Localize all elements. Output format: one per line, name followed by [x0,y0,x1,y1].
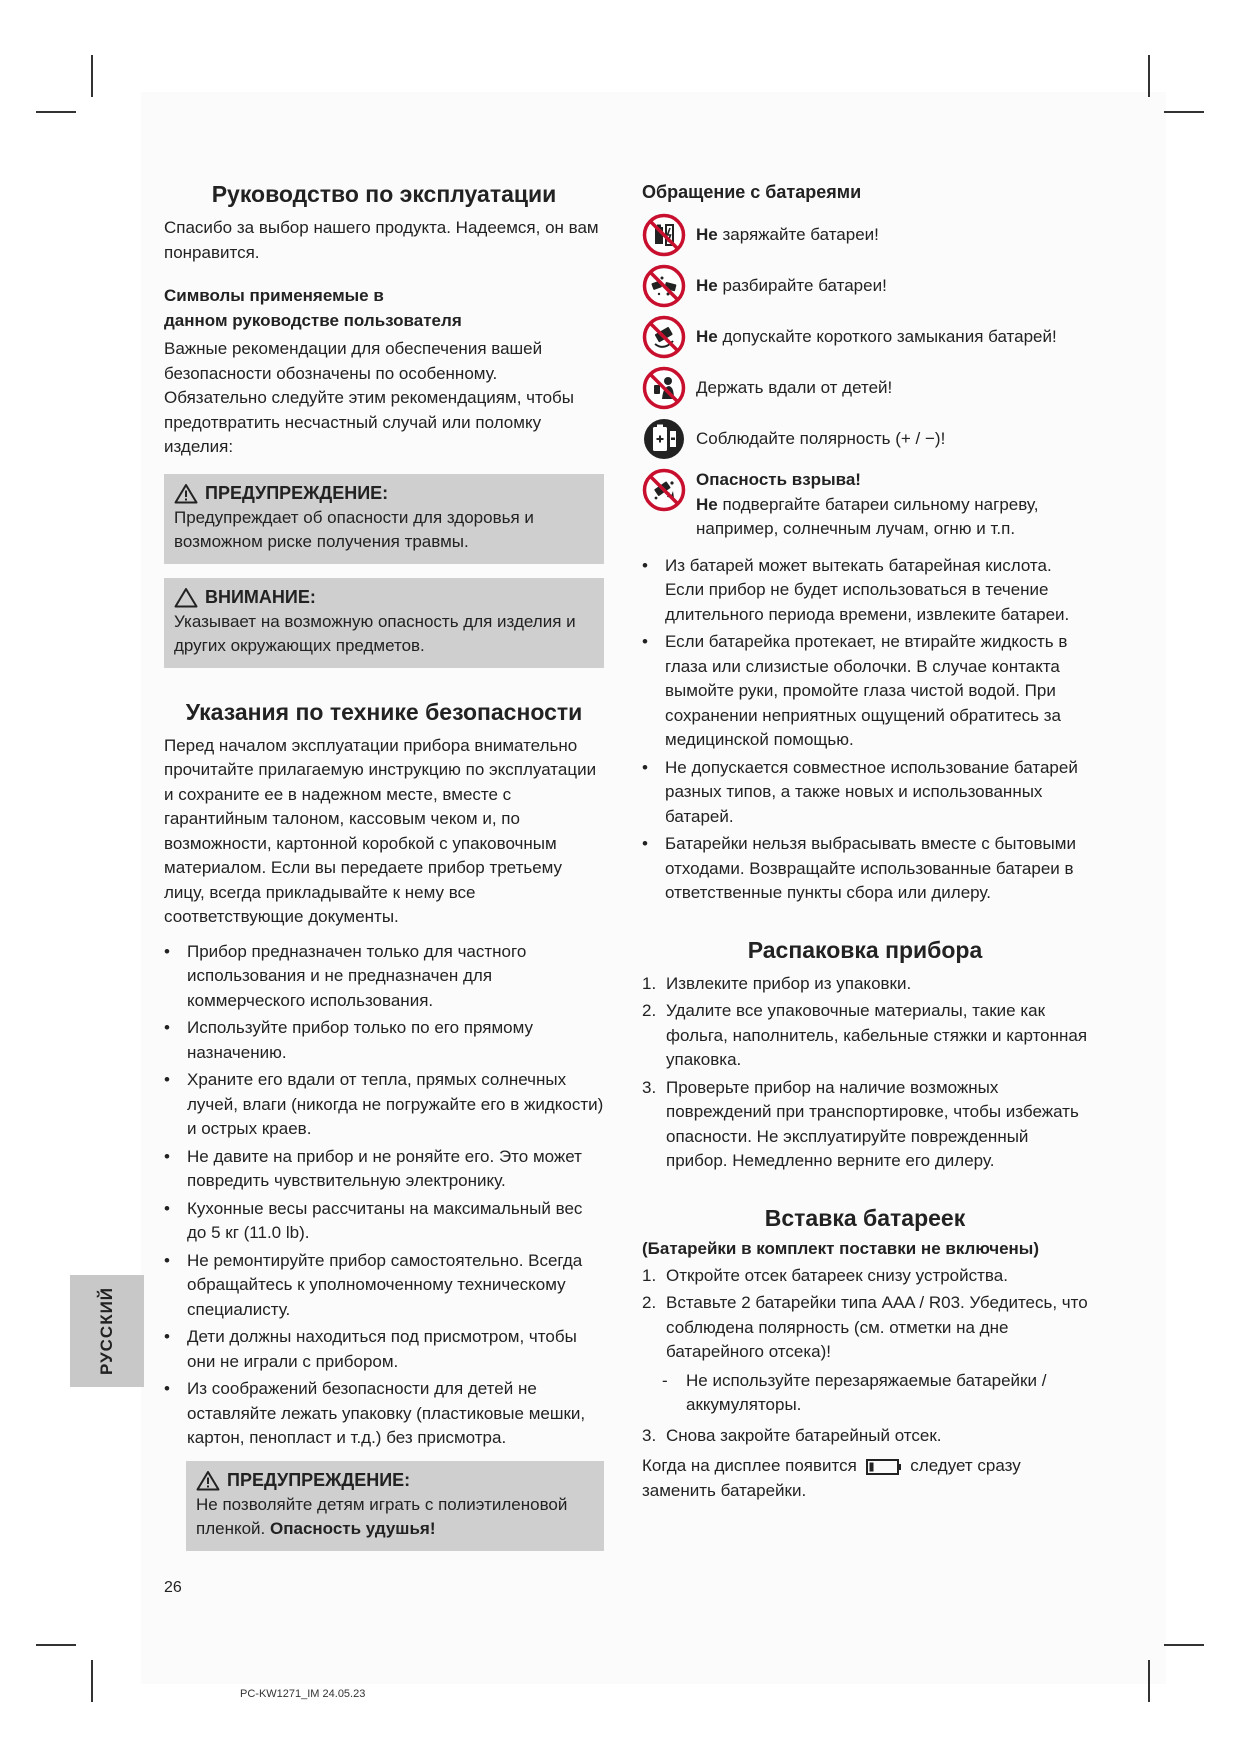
intro-text: Спасибо за выбор нашего продукта. Надеемся, он вам понравится. [164,218,599,262]
no-charging-icon [642,213,686,257]
polarity-icon [642,417,686,461]
battery-symbol-row [642,366,1088,412]
step-text: Откройте отсек батареек снизу устройства. [666,1265,1008,1285]
crop-mark [1148,55,1150,97]
step-number: 3. [642,1425,657,1445]
step-text: Проверьте прибор на наличие возможных повреждений при транспортировке, чтобы избежать опасности. Не эксплуатируйте поврежденный прибор. Немедленно верните его дилеру. [666,1077,1079,1170]
list-item: • Прибор предназначен только для частного использования и не предназначен для коммерческого использования. [164,940,604,1014]
low-battery-icon [866,1458,902,1476]
symbol-text [696,264,887,299]
battery-symbol-row [642,468,1088,542]
list-item: • Храните его вдали от тепла, прямых солнечных лучей, влаги (никогда не погружайте его в жидкости) и острых краев. [164,1068,604,1142]
symbol-desc: заряжайте батареи! [722,225,879,244]
list-item: • Не давите на прибор и не роняйте его. Это может повредить чувствительную электронику. [164,1145,604,1194]
display-note-start: Когда на дисплее появится [642,1456,857,1475]
step-item [642,1291,1088,1365]
list-item: • Из соображений безопасности для детей не оставляйте лежать упаковку (пластиковые мешки, картон, пенопласт и т.д.) без присмотра. [164,1377,604,1451]
warning-text: Предупреждает об опасности для здоровья и возможном риске получения травмы. [174,507,534,551]
language-side-tab [70,1275,144,1387]
caution-triangle-icon [174,587,198,608]
manual-title: Руководство по эксплуатации [211,181,557,207]
battery-symbol-row [642,264,1088,310]
list-item: • Батарейки нельзя выбрасывать вместе с бытовыми отходами. Возвращайте использованные батареи в ответственные пункты сбора или дилеру. [642,832,1088,906]
insert-title: Вставка батареек [764,1204,966,1231]
crop-mark [1164,111,1204,113]
insert-sub-item: - Не используйте перезаряжаемые батарейки / аккумуляторы. [642,1369,1088,1418]
warning2-title [196,1468,594,1493]
caution-box [164,578,604,668]
warning-title [174,481,594,506]
symbol-bold: Не [696,276,718,295]
list-item: • Из батарей может вытекать батарейная кислота. Если прибор не будет использоваться в течение длительного периода времени, извлеките батареи. [642,554,1088,628]
symbol-text [696,417,945,452]
list-item: • Используйте прибор только по его прямому назначению. [164,1016,604,1065]
step-text: Вставьте 2 батарейки типа AAA / R03. Убедитесь, что соблюдена полярность (см. отметки на дне батарейного отсека)! [666,1293,1088,1361]
crop-mark [91,1660,93,1702]
caution-title [174,585,594,610]
crop-mark [91,55,93,97]
battery-list [642,554,1088,906]
symbol-desc: разбирайте батареи! [722,276,887,295]
battery-symbol-row [642,315,1088,361]
unpack-steps [642,972,1088,1174]
crop-mark [1164,1644,1204,1646]
explosion-bold: Не [696,494,718,514]
keep-from-children-icon [642,366,686,410]
step-item [642,972,1088,997]
explosion-danger-icon [642,468,686,512]
symbols-heading-line1: Символы применяемые в [164,286,384,305]
step-number: 2. [642,1293,657,1312]
step-item [642,1076,1088,1174]
step-text: Извлеките прибор из упаковки. [666,973,912,993]
list-item: • Не ремонтируйте прибор самостоятельно. Всегда обращайтесь к уполномоченному техническому специалисту. [164,1249,604,1323]
symbol-text [696,213,879,248]
warning2-title-text: ПРЕДУПРЕЖДЕНИЕ: [227,1469,411,1490]
safety-list [164,940,604,1451]
left-column [164,180,604,1551]
symbol-bold: Не [696,327,718,346]
battery-symbol-row [642,213,1088,259]
warning-box [164,474,604,564]
step-text: Снова закройте батарейный отсек. [666,1425,942,1445]
footer-code: PC-KW1271_IM 24.05.23 [240,1688,366,1700]
symbol-text [696,366,892,401]
step-item [642,999,1088,1073]
page-number: 26 [164,1579,182,1596]
symbol-text [696,315,1057,350]
symbols-text: Важные рекомендации для обеспечения вашей безопасности обозначены по особенному. Обязательно следуйте этим рекомендациям, чтобы предотвратить несчастный случай или поломку изделия: [164,339,575,456]
crop-mark [36,1644,76,1646]
list-item: • Дети должны находиться под присмотром, чтобы они не играли с прибором. [164,1325,604,1374]
warning-triangle-icon [196,1470,220,1491]
step-item [642,1264,1088,1289]
step-number: 2. [642,1001,657,1020]
warning2-bold: Опасность удушья! [270,1519,436,1538]
no-short-circuit-icon [642,315,686,359]
list-item: • Кухонные весы рассчитаны на максимальный вес до 5 кг (11.0 lb). [164,1197,604,1246]
right-column [642,180,1088,1503]
display-note-end: следует сразу заменить батарейки. [642,1456,1021,1500]
explosion-desc: подвергайте батареи сильному нагреву, например, солнечным лучам, огню и т.п. [696,494,1039,538]
warning-triangle-icon [174,483,198,504]
crop-mark [1148,1660,1150,1702]
warning-title-text: ПРЕДУПРЕЖДЕНИЕ: [205,482,389,503]
language-label: РУССКИЙ [97,1286,116,1376]
caution-title-text: ВНИМАНИЕ: [205,586,316,607]
step-number: 1. [642,973,657,993]
battery-symbol-row [642,417,1088,463]
unpack-title: Распаковка прибора [747,936,983,963]
list-item: • Если батарейка протекает, не втирайте жидкость в глаза или слизистые оболочки. В случае контакта вымойте руки, промойте глаза чистой водой. При сохранении неприятных ощущений обратитесь за медицинской помощью. [642,630,1088,753]
warning2-text [196,1493,594,1542]
explosion-text [696,468,1088,542]
crop-mark [36,111,76,113]
step-number: 3. [642,1077,657,1097]
warning2-body: Не позволяйте детям играть с полиэтиленовой пленкой. [196,1494,568,1538]
symbol-bold: Не [696,225,718,244]
symbol-desc: Соблюдайте полярность (+ / −)! [696,429,946,448]
symbols-heading [164,283,604,333]
insert-steps [642,1264,1088,1365]
list-item: • Не допускается совместное использование батарей разных типов, а также новых и использованных батарей. [642,756,1088,830]
symbol-desc: Держать вдали от детей! [696,378,893,397]
step-item [642,1424,1088,1449]
symbol-desc: допускайте короткого замыкания батарей! [722,327,1057,346]
warning-box-children [186,1461,604,1551]
safety-intro: Перед началом эксплуатации прибора внимательно прочитайте прилагаемую инструкцию по эксплуатации и сохраните ее в надежном месте, вместе с гарантийным талоном, кассовым чеком и, по возможности, картонной коробкой с упаковочным материалом. Если вы передаете прибор третьему лицу, всегда прикладывайте к нему все соответствующие документы. [164,735,597,926]
insert-steps-continued [642,1424,1088,1449]
battery-heading: Обращение с батареями [642,182,862,202]
step-text: Удалите все упаковочные материалы, такие как фольга, наполнитель, кабельные стяжки и картонная упаковка. [666,1001,1088,1069]
explosion-title: Опасность взрыва! [696,470,861,489]
no-disassembly-icon [642,264,686,308]
display-note [642,1454,1088,1503]
insert-subtitle: (Батарейки в комплект поставки не включены) [642,1238,1039,1258]
step-number: 1. [642,1265,657,1285]
caution-text: Указывает на возможную опасность для изделия и других окружающих предметов. [174,611,576,655]
safety-title: Указания по технике безопасности [185,698,583,725]
symbols-heading-line2: данном руководстве пользователя [164,311,462,330]
